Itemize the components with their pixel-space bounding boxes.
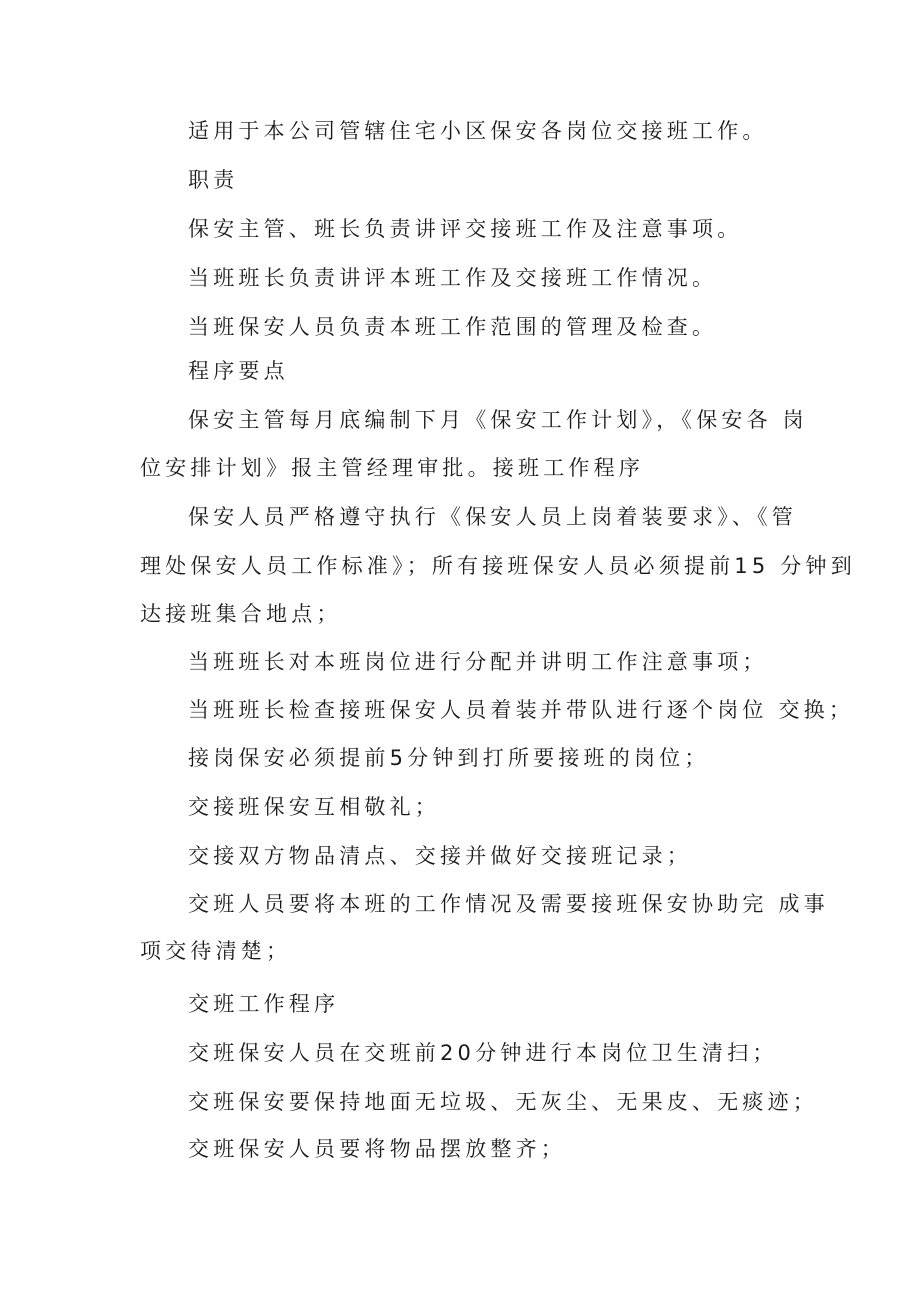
paragraph-floor: 交班保安要保持地面无垃圾、无灰尘、无果皮、无痰迹； xyxy=(188,1090,818,1114)
paragraph-assign: 当班班长对本班岗位进行分配并讲明工作注意事项； xyxy=(188,650,768,674)
paragraph-plan-line-1: 保安主管每月底编制下月《保安工作计划》，《保安各 岗 xyxy=(188,408,808,432)
paragraph-cleaning: 交班保安人员在交班前20分钟进行本岗位卫生清扫； xyxy=(188,1041,778,1065)
paragraph-handover-line-2: 项交待清楚； xyxy=(140,939,292,963)
paragraph-responsibility-3: 当班保安人员负责本班工作范围的管理及检查。 xyxy=(188,315,718,339)
paragraph-dress-line-1: 保安人员严格遵守执行《保安人员上岗着装要求》、《管 xyxy=(188,505,797,529)
paragraph-plan-line-2: 位安排计划》报主管经理审批。接班工作程序 xyxy=(140,456,644,480)
paragraph-salute: 交接班保安互相敬礼； xyxy=(188,795,440,819)
heading-handover-procedure: 交班工作程序 xyxy=(188,992,340,1016)
paragraph-responsibility-1: 保安主管、班长负责讲评交接班工作及注意事项。 xyxy=(188,217,743,241)
paragraph-dress-line-3: 达接班集合地点； xyxy=(140,602,342,626)
paragraph-arrange: 交班保安人员要将物品摆放整齐； xyxy=(188,1137,566,1161)
paragraph-inspect: 当班班长检查接班保安人员着装并带队进行逐个岗位 交换； xyxy=(188,698,855,722)
paragraph-scope: 适用于本公司管辖住宅小区保安各岗位交接班工作。 xyxy=(188,119,768,143)
paragraph-responsibility-2: 当班班长负责讲评本班工作及交接班工作情况。 xyxy=(188,266,718,290)
heading-procedure-points: 程序要点 xyxy=(188,359,289,383)
paragraph-arrive: 接岗保安必须提前5分钟到打所要接班的岗位； xyxy=(188,746,710,770)
paragraph-items: 交接双方物品清点、交接并做好交接班记录； xyxy=(188,844,692,868)
paragraph-handover-line-1: 交班人员要将本班的工作情况及需要接班保安协助完 成事 xyxy=(188,892,829,916)
heading-responsibilities: 职责 xyxy=(188,168,239,192)
paragraph-dress-line-2: 理处保安人员工作标准》；所有接班保安人员必须提前15 分钟到 xyxy=(140,554,856,578)
